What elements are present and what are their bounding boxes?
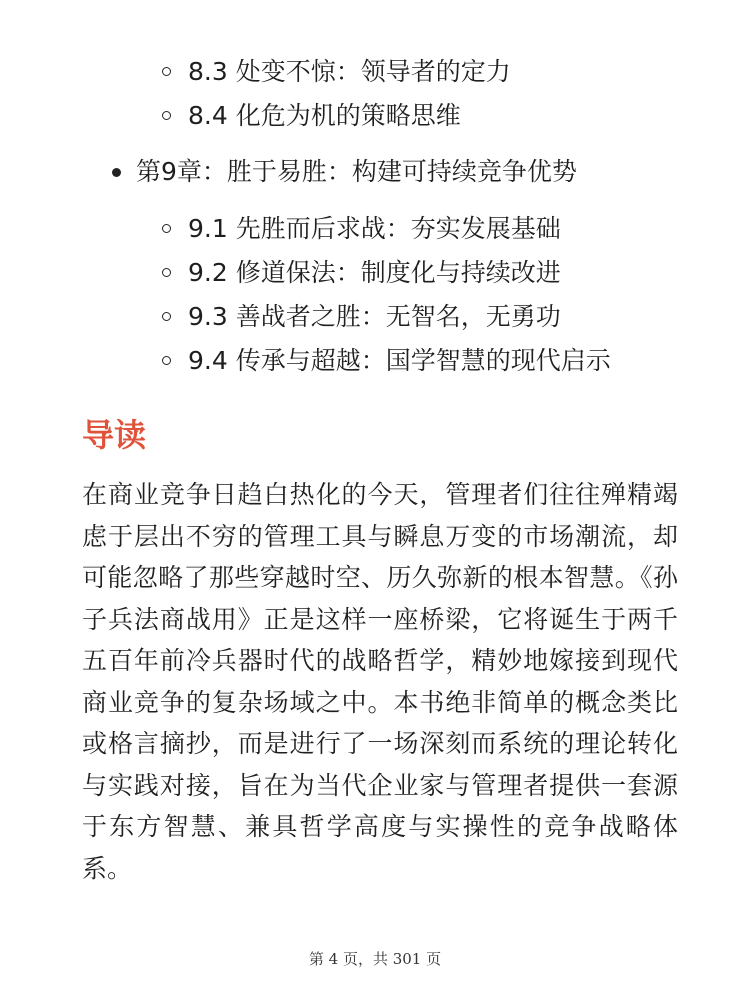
hollow-bullet-icon bbox=[162, 268, 171, 277]
toc-sublist-chapter-9 bbox=[162, 207, 611, 383]
toc-item-9-4[interactable] bbox=[162, 339, 611, 383]
toc-item-8-3[interactable] bbox=[162, 50, 511, 94]
toc-item-label: 9.1 先胜而后求战：夯实发展基础 bbox=[188, 214, 561, 243]
hollow-bullet-icon bbox=[162, 111, 171, 120]
hollow-bullet-icon bbox=[162, 356, 171, 365]
toc-item-9-1[interactable] bbox=[162, 207, 611, 251]
toc-item-9-3[interactable] bbox=[162, 295, 611, 339]
toc-sublist-chapter-8 bbox=[162, 50, 511, 138]
toc-item-label: 9.4 传承与超越：国学智慧的现代启示 bbox=[188, 346, 611, 375]
toc-item-label: 9.3 善战者之胜：无智名，无勇功 bbox=[188, 302, 561, 331]
toc-item-9-2[interactable] bbox=[162, 251, 611, 295]
intro-heading: 导读 bbox=[82, 416, 147, 454]
toc-item-8-4[interactable] bbox=[162, 94, 511, 138]
toc-item-label: 9.2 修道保法：制度化与持续改进 bbox=[188, 258, 561, 287]
page-number: 第 4 页，共 301 页 bbox=[308, 950, 442, 968]
toc-chapter-9[interactable] bbox=[112, 150, 577, 194]
hollow-bullet-icon bbox=[162, 312, 171, 321]
intro-paragraph: 在商业竞争日趋白热化的今天，管理者们往往殚精竭虑于层出不穷的管理工具与瞬息万变的市场潮流，却可能忽略了那些穿越时空、历久弥新的根本智慧。《孙子兵法商战用》正是这样一座桥梁，它将诞生于两千五百年前冷兵器时代的战略哲学，精妙地嫁接到现代商业竞争的复杂场域之中。本书绝非简单的概念类比或格言摘抄，而是进行了一场深刻而系统的理论转化与实践对接，旨在为当代企业家与管理者提供一套源于东方智慧、兼具哲学高度与实操性的竞争战略体系。 bbox=[82, 480, 678, 883]
toc-chapter-label: 第9章：胜于易胜：构建可持续竞争优势 bbox=[136, 157, 577, 186]
hollow-bullet-icon bbox=[162, 67, 171, 76]
filled-bullet-icon bbox=[112, 168, 121, 177]
toc-item-label: 8.3 处变不惊：领导者的定力 bbox=[188, 57, 511, 86]
hollow-bullet-icon bbox=[162, 224, 171, 233]
toc-item-label: 8.4 化危为机的策略思维 bbox=[188, 101, 461, 130]
